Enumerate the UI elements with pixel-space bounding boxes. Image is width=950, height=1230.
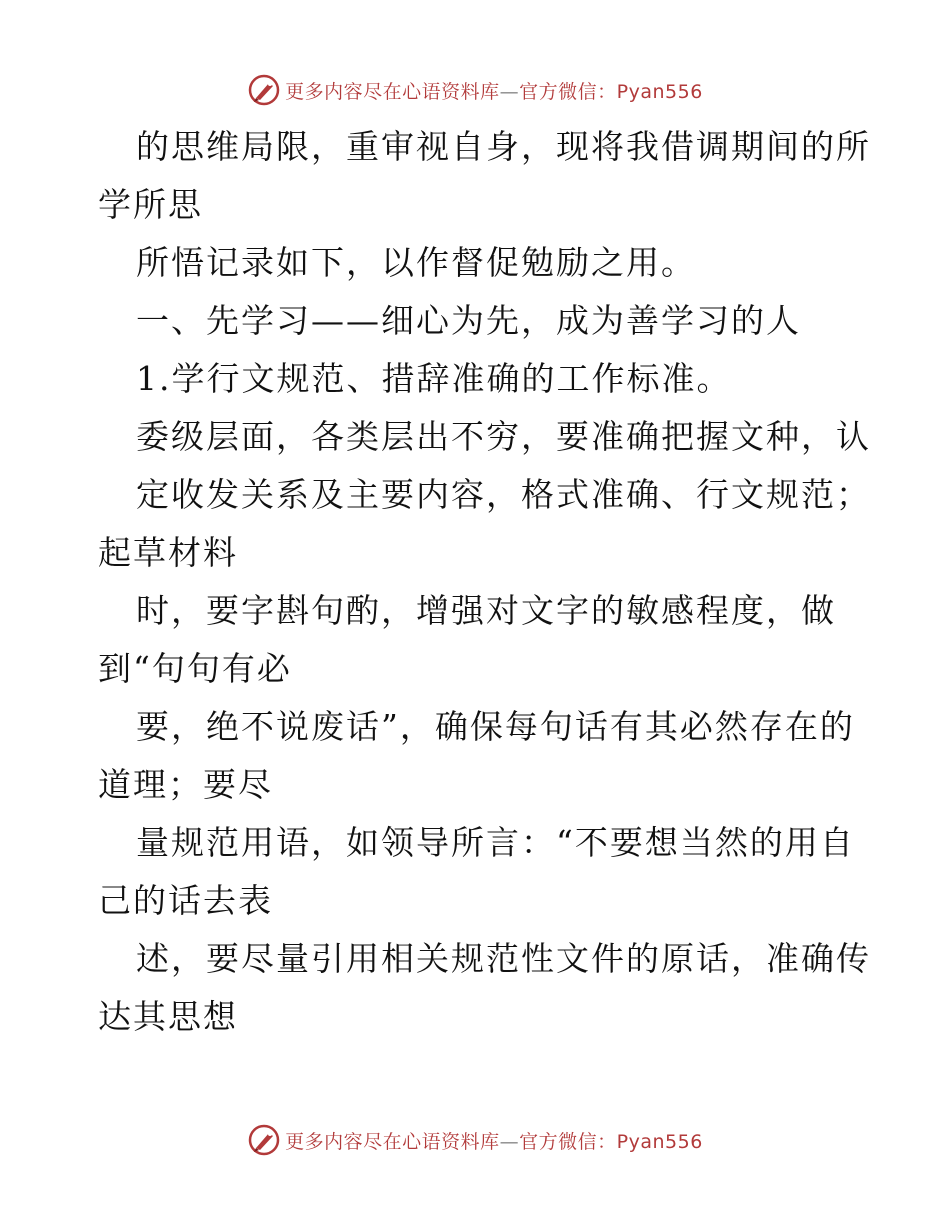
document-body <box>98 118 871 1046</box>
section-heading: 一、先学习——细心为先，成为善学习的人 <box>136 301 801 340</box>
body-line: 学所思 <box>98 185 203 224</box>
body-line: 委级层面，各类层出不穷，要准确把握文种，认 <box>136 417 871 456</box>
body-line: 量规范用语，如领导所言：“不要想当然的用自 <box>136 823 855 862</box>
watermark-main: 更多内容尽在心语资料库 <box>285 80 500 103</box>
body-line: 达其思想 <box>98 997 238 1036</box>
watermark-tail: 官方微信：Pyan556 <box>519 1130 703 1153</box>
body-line: 到“句句有必 <box>98 649 292 688</box>
pen-seal-icon <box>247 1123 281 1157</box>
watermark <box>247 73 703 107</box>
watermark-text <box>285 77 703 104</box>
watermark-main: 更多内容尽在心语资料库 <box>285 1130 500 1153</box>
watermark-separator: — <box>499 80 520 103</box>
pen-seal-icon <box>247 73 281 107</box>
body-line: 道理；要尽 <box>98 765 273 804</box>
subsection-heading: 1.学行文规范、措辞准确的工作标准。 <box>136 359 732 398</box>
watermark-separator: — <box>499 1130 520 1153</box>
body-line: 起草材料 <box>98 533 238 572</box>
page-footer-watermark <box>0 1120 950 1160</box>
watermark <box>247 1123 703 1157</box>
body-line: 的思维局限，重审视自身，现将我借调期间的所 <box>136 127 871 166</box>
body-line: 述，要尽量引用相关规范性文件的原话，准确传 <box>136 939 871 978</box>
body-line: 所悟记录如下，以作督促勉励之用。 <box>136 243 696 282</box>
page-header-watermark <box>0 70 950 110</box>
body-line: 时，要字斟句酌，增强对文字的敏感程度，做 <box>136 591 836 630</box>
body-line: 己的话去表 <box>98 881 273 920</box>
watermark-tail: 官方微信：Pyan556 <box>519 80 703 103</box>
body-line: 定收发关系及主要内容，格式准确、行文规范； <box>136 475 871 514</box>
body-line: 要，绝不说废话”，确保每句话有其必然存在的 <box>136 707 855 746</box>
watermark-text <box>285 1127 703 1154</box>
